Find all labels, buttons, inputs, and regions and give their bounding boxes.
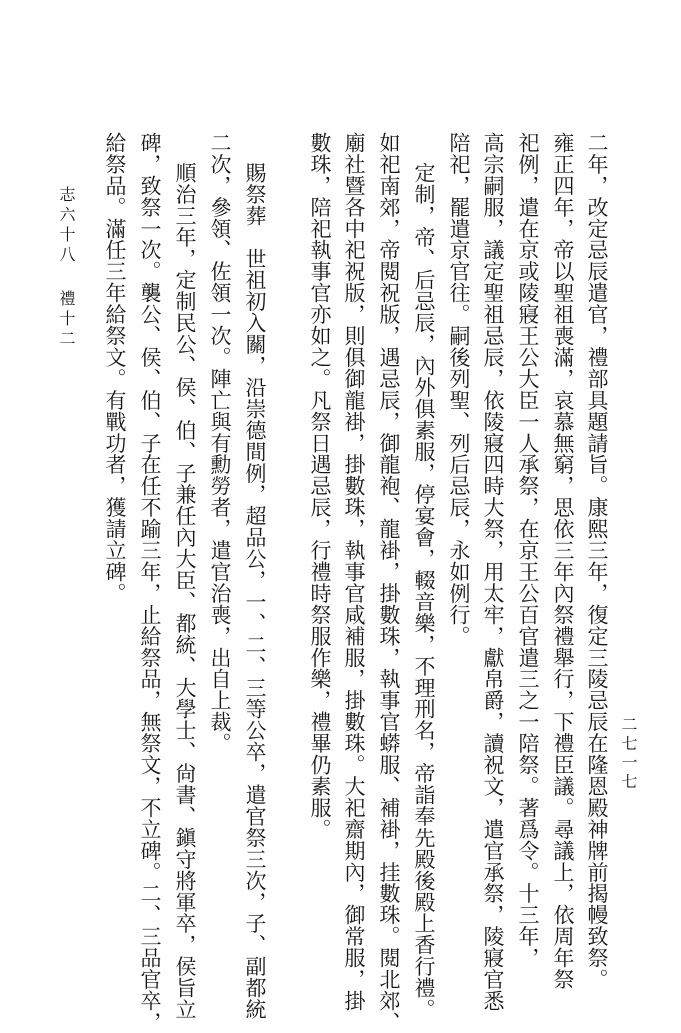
text-column-7: 如祀南郊，帝閱祝版，遇忌辰，御龍袍、龍褂，掛數珠，執事官蟒服、補褂，挂數珠。閱北郊、 bbox=[377, 132, 401, 1033]
page-number: 二七一七 bbox=[619, 716, 638, 792]
text-column-3: 祀例，遣在京或陵寢王公大臣一人承祭，在京王公百官遣三之一陪祭。著爲令。十三年， bbox=[516, 132, 540, 969]
text-column-4: 高宗嗣服，議定聖祖忌辰，依陵寢四時大祭，用太牢，獻帛爵，讀祝文，遣官承祭，陵寢官悉 bbox=[481, 132, 505, 1012]
text-column-14: 給祭品。滿任三年給祭文。有戰功者，獲請立碑。 bbox=[103, 132, 127, 604]
margin-section-label: 禮十二 bbox=[57, 290, 76, 350]
text-column-6: 定制，帝、后忌辰，內外俱素服，停宴會，輟音樂，不理刑名，帝詣奉先殿後殿上香行禮。 bbox=[412, 162, 436, 1020]
text-column-10: 賜祭葬 世祖初入關，沿崇德間例，超品公，一、二、三等公卒，遣官祭三次，子、副都統 bbox=[243, 162, 267, 1020]
text-column-11: 二次，參領、佐領一次。陣亡與有勳勞者，遣官治喪，出自上裁。 bbox=[208, 132, 232, 755]
text-column-1: 二年，改定忌辰遣官，禮部具題請旨。康熙三年，復定三陵忌辰在隆恩殿神牌前揭幔致祭。 bbox=[585, 132, 609, 990]
margin-volume-label: 志六十八 bbox=[57, 186, 76, 266]
text-column-13: 碑，致祭一次。襲公、侯、伯、子在任不踰三年，止給祭品，無祭文，不立碑。二、三品官卒， bbox=[138, 132, 162, 1033]
text-column-2: 雍正四年，帝以聖祖喪滿，哀慕無窮，思依三年內祭禮舉行，下禮臣議。尋議上，依周年祭 bbox=[551, 132, 575, 990]
text-column-8: 廟社暨各中祀祝版，則俱御龍褂，掛數珠，執事官咸補服，掛數珠。大祀齋期內，御常服，掛 bbox=[342, 132, 366, 1012]
text-column-9: 數珠，陪祀執事官亦如之。凡祭日遇忌辰，行禮時祭服作樂，禮畢仍素服。 bbox=[308, 132, 332, 840]
text-column-5: 陪祀，罷遣京官往。嗣後列聖、列后忌辰，永如例行。 bbox=[447, 132, 471, 647]
text-column-12: 順治三年，定制民公、侯、伯、子兼任內大臣、都統、大學士、尙書、鎭守將軍卒，侯旨立 bbox=[173, 162, 197, 1020]
